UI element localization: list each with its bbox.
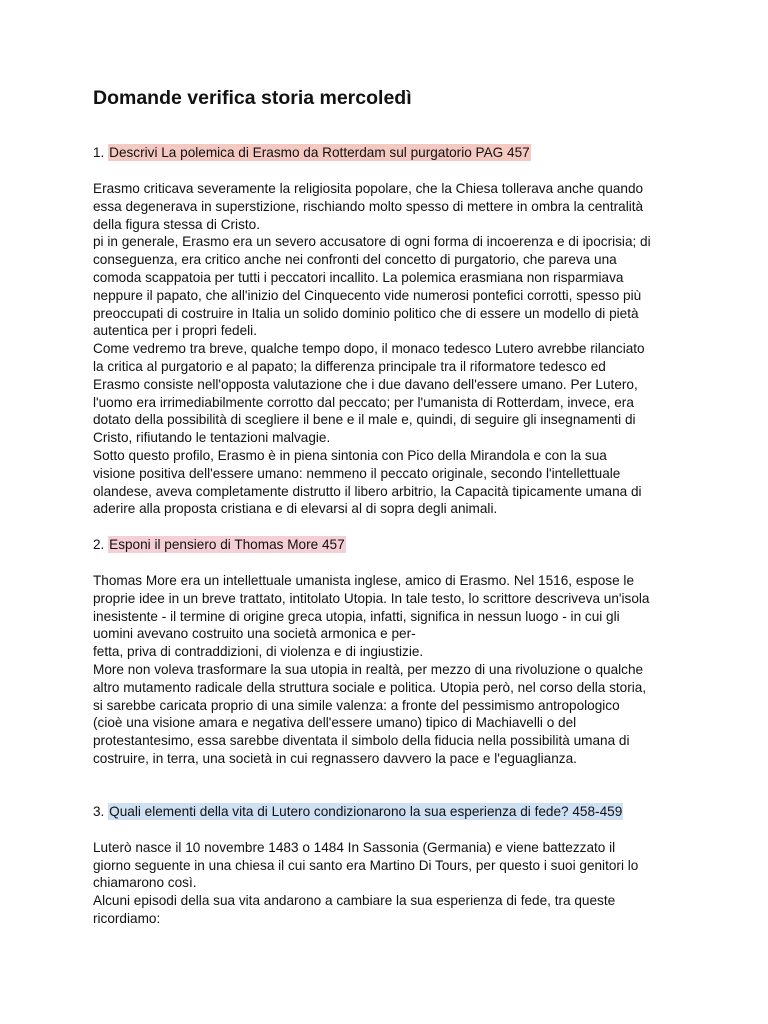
document-page (93, 86, 681, 928)
answer-line: chiamarono così. (93, 875, 197, 891)
answer-line: (cioè una visione amara e negativa dell'essere umano) tipico di Machiavelli o del (93, 715, 577, 731)
question-3-number: 3. (93, 803, 105, 819)
answer-2 (93, 572, 681, 768)
answer-line: inesistente - il termine di origine greca utopia, infatti, significa in nessun luogo - in cui gli (93, 608, 620, 624)
answer-line: More non voleva trasformare la sua utopia in realtà, per mezzo di una rivoluzione o qualche (93, 661, 644, 677)
answer-line: Luterò nasce il 10 novembre 1483 o 1484 In Sassonia (Germania) e viene battezzato il (93, 839, 616, 855)
answer-line: Erasmo criticava severamente la religiosita popolare, che la Chiesa tollerava anche quando (93, 181, 644, 196)
answer-line: altro mutamento radicale della struttura sociale e politica. Utopia però, nel corso della storia, (93, 679, 647, 695)
answer-line: Alcuni episodi della sua vita andarono a cambiare la sua esperienza di fede, tra queste (93, 893, 616, 909)
answer-line: la critica al purgatorio e al papato; la differenza principale tra il riformatore tedesco ed (93, 358, 606, 374)
answer-line: neppure il papato, che all'inizio del Cinquecento vide numerosi pontefici corrotti, spesso più (93, 287, 642, 303)
answer-line: aderire alla proposta cristiana e di elevarsi al di sopra degli animali. (93, 501, 498, 517)
answer-line: olandese, aveva completamente distrutto il libero arbitrio, la Capacità tipicamente umana di (93, 483, 642, 499)
answer-line: Cristo, rifiutando le tentazioni malvagie. (93, 430, 331, 446)
document-title: Domande verifica storia mercoledì (93, 87, 412, 109)
answer-line: essa degenerava in superstizione, rischiando molto spesso di mettere in ombra la centralità (93, 198, 644, 214)
answer-line: comoda scappatoia per tutti i peccatori incallito. La polemica erasmiana non risparmiava (93, 269, 624, 285)
question-1-text: Descrivi La polemica di Erasmo da Rotterdam sul purgatorio PAG 457 (109, 145, 530, 160)
answer-line: proprie idee in un breve trattato, intitolato Utopia. In tale testo, lo scrittore descriveva un'isola (93, 590, 650, 606)
answer-line: dotato della possibilità di scegliere il bene e il male e, quindi, di seguire gli insegnamenti di (93, 412, 636, 428)
answer-line: uomini avevano costruito una società armonica e per- (93, 626, 416, 642)
answer-line: l'uomo era irrimediabilmente corrotto dal peccato; per l'umanista di Rotterdam, invece, era (93, 394, 634, 410)
answer-line: visione positiva dell'essere umano: nemmeno il peccato originale, secondo l'intellettuale (93, 465, 621, 481)
answer-line: autentica per i propri fedeli. (93, 323, 257, 339)
answer-1 (93, 180, 681, 518)
answer-line: costruire, in terra, una società in cui regnassero davvero la pace e l'eguaglianza. (93, 750, 577, 766)
answer-line: fetta, priva di contraddizioni, di violenza e di ingiustizie. (93, 644, 424, 660)
answer-line: conseguenza, era critico anche nei confronti del concetto di purgatorio, che pareva una (93, 252, 617, 268)
question-2-text: Esponi il pensiero di Thomas More 457 (109, 536, 345, 552)
answer-line: giorno seguente in una chiesa il cui santo era Martino Di Tours, per questo i suoi genitori lo (93, 857, 639, 873)
question-2-number: 2. (93, 536, 105, 552)
question-1-number: 1. (93, 145, 105, 160)
answer-line: protestantesimo, essa sarebbe diventata il simbolo della fiducia nella possibilità umana di (93, 733, 630, 749)
answer-line: Sotto questo profilo, Erasmo è in piena sintonia con Pico della Mirandola e con la sua (93, 447, 607, 463)
answer-line: si sarebbe caricata proprio di una simile valenza: a fronte del pessimismo antropologico (93, 697, 620, 713)
question-3 (93, 803, 681, 821)
answer-line: ricordiamo: (93, 910, 161, 926)
answer-line: della figura stessa di Cristo. (93, 216, 260, 232)
answer-line: pi in generale, Erasmo era un severo accusatore di ogni forma di incoerenza e di ipocrisia; di (93, 234, 651, 250)
answer-3 (93, 839, 681, 928)
answer-line: Thomas More era un intellettuale umanista inglese, amico di Erasmo. Nel 1516, espose le (93, 572, 635, 588)
answer-line: Erasmo consiste nell'opposta valutazione che i due davano dell'essere umano. Per Lutero, (93, 376, 638, 392)
answer-line: Come vedremo tra breve, qualche tempo dopo, il monaco tedesco Lutero avrebbe rilanciato (93, 341, 645, 357)
question-1 (93, 144, 681, 162)
question-2 (93, 536, 681, 554)
answer-line: preoccupati di costruire in Italia un solido dominio politico che di essere un modello di pietà (93, 305, 639, 321)
question-3-text: Quali elementi della vita di Lutero condizionarono la sua esperienza di fede? 458-459 (109, 803, 623, 819)
